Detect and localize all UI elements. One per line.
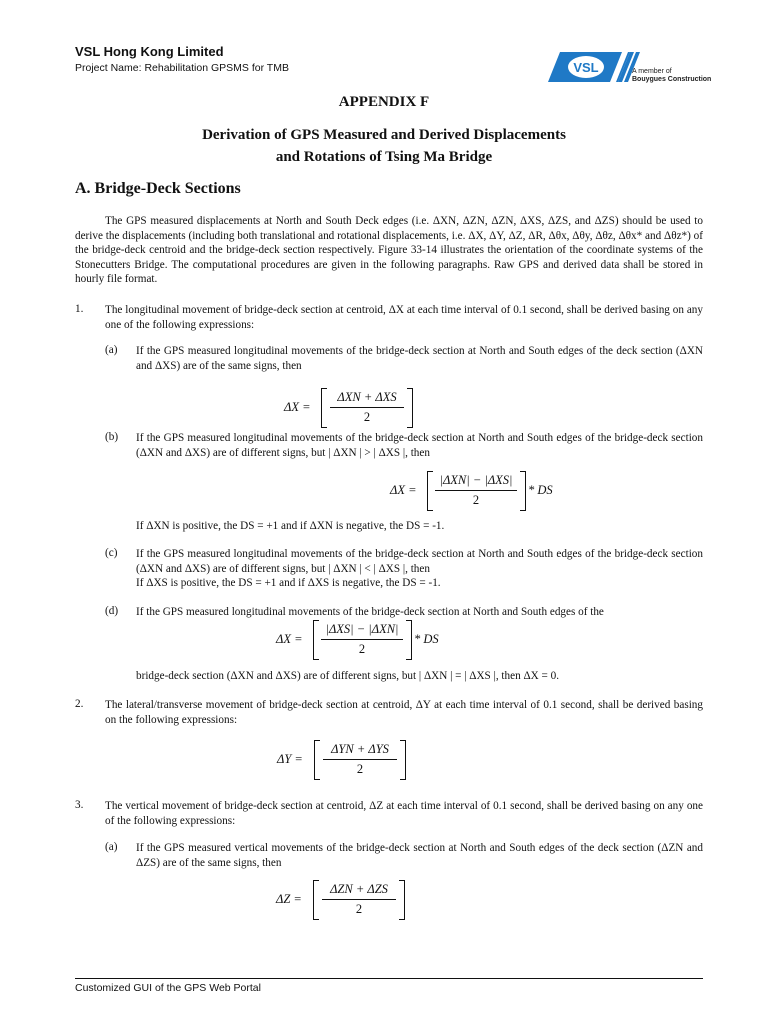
footer-divider (75, 978, 703, 979)
item1b-note: If ΔXN is positive, the DS = +1 and if ΔXN is negative, the DS = -1. (136, 520, 445, 532)
item1c-label: (c) (105, 547, 118, 559)
logo-tagline-line1: A member of (632, 68, 672, 75)
eq2-multiplier: * DS (528, 483, 553, 497)
item3a-label: (a) (105, 841, 118, 853)
logo-tagline (632, 68, 711, 84)
item1b-text: If the GPS measured longitudinal movements of the bridge-deck section at North and South edges of the bridge-deck section (ΔXN and ΔXS) are of different signs, but | ΔXN | > | ΔXS |, then (136, 432, 703, 459)
appendix-title: APPENDIX F (338, 94, 430, 110)
eq3-multiplier: * DS (414, 632, 439, 646)
item3a-text: If the GPS measured vertical movements of the bridge-deck section at North and South edges of the deck section (ΔZN and ΔZS) are of the same signs, then (136, 842, 703, 869)
intro-paragraph: The GPS measured displacements at North and South Deck edges (i.e. ΔXN, ΔZN, ΔZN, ΔXS, ΔZS, and ΔZS) should be used to derive the displacements (including both translational and rotational displacements, i.e. ΔX, ΔY, ΔZ, ΔR, Δθx, Δθy, Δθz, Δθx* and Δθz*) of the bridge-deck centroid and the bridge-deck section respectively. Figure 33-14 illustrates the orientation of the coordinate systems of the Stonecutters Bridge. The computational procedures are given in the following paragraphs. Raw GPS and derived data shall be stored in hourly file format. (75, 215, 703, 285)
equation-5 (276, 880, 416, 920)
eq3-lhs: ΔX = (276, 632, 303, 646)
equation-2 (390, 471, 580, 511)
logo-tagline-line2: Bouygues Construction (632, 76, 712, 83)
item1d-note: bridge-deck section (ΔXN and ΔXS) are of different signs, but | ΔXN | = | ΔXS |, then ΔX = 0. (136, 670, 560, 682)
item1c-text: If the GPS measured longitudinal movements of the bridge-deck section at North and South edges of the bridge-deck section (ΔXN and ΔXS) are of different signs, but | ΔXN | < | ΔXS |, then (136, 548, 703, 575)
equation-1 (284, 388, 424, 428)
item1c-note: If ΔXS is positive, the DS = +1 and if ΔXS is negative, the DS = -1. (136, 577, 441, 589)
item1a-label: (a) (105, 344, 118, 356)
equation-3 (276, 620, 466, 660)
item1d-text: If the GPS measured longitudinal movements of the bridge-deck section at North and South edges of the (136, 606, 604, 618)
doc-title-line1: Derivation of GPS Measured and Derived Displacements (202, 127, 566, 143)
eq3-numerator: |ΔXS| − |ΔXN| (325, 622, 399, 636)
eq3-denominator: 2 (358, 642, 366, 656)
project-name: Project Name: Rehabilitation GPSMS for TMB (75, 62, 289, 74)
company-name: VSL Hong Kong Limited (75, 44, 224, 59)
item1a-text: If the GPS measured longitudinal movements of the bridge-deck section at North and South edges of the deck section (ΔXN and ΔXS) are of the same signs, then (136, 345, 703, 372)
page-footer: Customized GUI of the GPS Web Portal (75, 982, 261, 994)
eq5-denominator: 2 (355, 902, 363, 916)
item3-number: 3. (75, 799, 84, 811)
item2-text: The lateral/transverse movement of bridge-deck section at centroid, ΔY at each time interval of 0.1 second, shall be derived basing on the following expressions: (105, 699, 703, 726)
eq4-denominator: 2 (356, 762, 364, 776)
equation-4 (277, 740, 417, 780)
eq1-denominator: 2 (363, 410, 371, 424)
doc-title-line2: and Rotations of Tsing Ma Bridge (275, 149, 493, 165)
eq1-numerator: ΔXN + ΔXS (337, 390, 397, 404)
item1-text: The longitudinal movement of bridge-deck section at centroid, ΔX at each time interval of 0.1 second, shall be derived basing on any one of the following expressions: (105, 304, 703, 331)
eq1-lhs: ΔX = (284, 400, 311, 414)
eq5-lhs: ΔZ = (276, 892, 302, 906)
eq4-lhs: ΔY = (277, 752, 303, 766)
eq5-numerator: ΔZN + ΔZS (330, 882, 388, 896)
eq2-numerator: |ΔXN| − |ΔXS| (439, 473, 513, 487)
item3-text: The vertical movement of bridge-deck section at centroid, ΔZ at each time interval of 0.1 second, shall be derived basing on any one of the following expressions: (105, 800, 703, 827)
item1d-label: (d) (105, 605, 119, 617)
logo-wordmark: VSL (573, 60, 599, 75)
eq4-numerator: ΔYN + ΔYS (331, 742, 389, 756)
eq2-lhs: ΔX = (390, 483, 417, 497)
section-a-heading: A. Bridge-Deck Sections (75, 180, 241, 197)
eq2-denominator: 2 (472, 493, 480, 507)
item1b-label: (b) (105, 431, 119, 443)
item2-number: 2. (75, 698, 84, 710)
item1-number: 1. (75, 303, 84, 315)
